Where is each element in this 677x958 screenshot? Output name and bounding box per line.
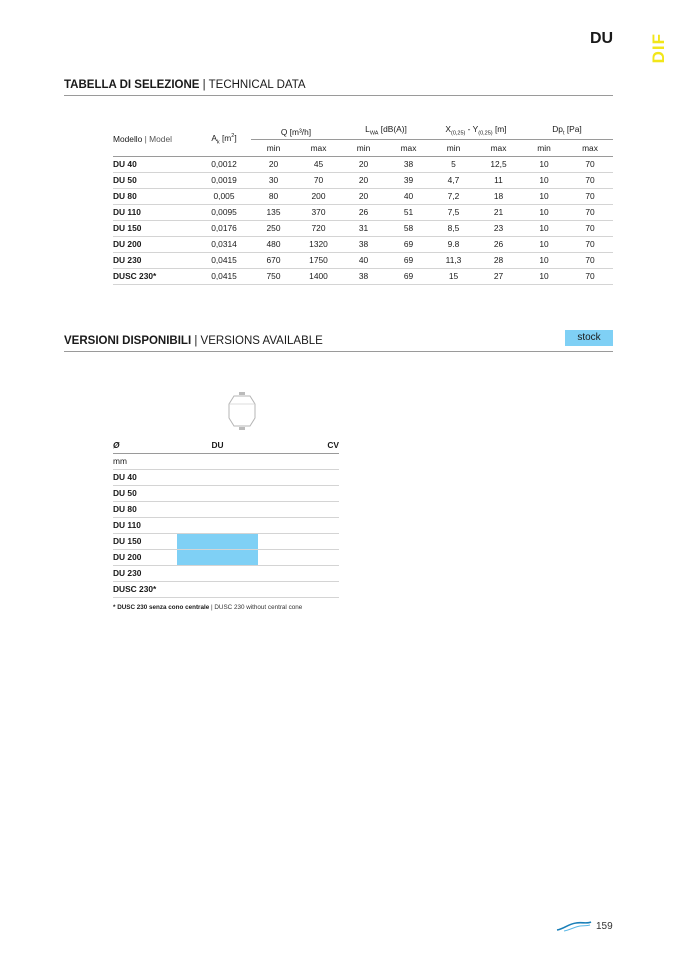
ak-cell: 0,0019 (197, 172, 251, 188)
version-model-cell: DU 110 (113, 517, 177, 533)
q-min-cell: 250 (251, 220, 296, 236)
throw-min-cell: 5 (431, 156, 476, 172)
version-cv-cell (258, 501, 339, 517)
version-cv-cell (258, 469, 339, 485)
version-cv-cell (258, 485, 339, 501)
dp-min-cell: 10 (521, 188, 567, 204)
version-cv-cell (258, 581, 339, 597)
versions-section-title (64, 335, 323, 347)
diffuser-icon (226, 390, 258, 432)
footnote: * DUSC 230 senza cono centrale | DUSC 230 without central cone (113, 604, 303, 611)
ak-cell: 0,0314 (197, 236, 251, 252)
diameter-header: Ø (113, 437, 177, 453)
model-cell: DU 200 (113, 236, 197, 252)
lwa-max-cell: 40 (386, 188, 431, 204)
dp-min-header: min (521, 139, 567, 156)
version-du-cell (177, 565, 258, 581)
page-number: 159 (596, 921, 613, 932)
lwa-min-cell: 38 (341, 268, 386, 284)
throw-min-cell: 7,2 (431, 188, 476, 204)
q-min-cell: 670 (251, 252, 296, 268)
version-du-cell (177, 501, 258, 517)
q-max-header: max (296, 139, 341, 156)
model-cell: DU 80 (113, 188, 197, 204)
ak-cell: 0,0415 (197, 252, 251, 268)
versions-title-bold: VERSIONI DISPONIBILI (64, 335, 192, 347)
throw-min-cell: 9.8 (431, 236, 476, 252)
version-cv-cell (258, 533, 339, 549)
q-max-cell: 370 (296, 204, 341, 220)
technical-section-title (64, 79, 306, 91)
q-max-cell: 45 (296, 156, 341, 172)
lwa-max-cell: 58 (386, 220, 431, 236)
dp-min-cell: 10 (521, 204, 567, 220)
version-cv-cell (258, 565, 339, 581)
table-row (113, 172, 613, 188)
q-max-cell: 1400 (296, 268, 341, 284)
versions-table (113, 437, 339, 598)
lwa-min-cell: 31 (341, 220, 386, 236)
version-cv-cell (258, 549, 339, 565)
versions-title-rest: | VERSIONS AVAILABLE (191, 335, 323, 347)
throw-max-cell: 11 (476, 172, 521, 188)
version-row (113, 501, 339, 517)
table-row (113, 252, 613, 268)
wave-logo-icon (556, 920, 592, 932)
dp-max-cell: 70 (567, 268, 613, 284)
model-cell: DU 230 (113, 252, 197, 268)
page-code: DU (590, 30, 614, 47)
q-min-cell: 80 (251, 188, 296, 204)
ak-cell: 0,005 (197, 188, 251, 204)
technical-title-rest: | TECHNICAL DATA (199, 79, 306, 91)
dp-max-cell: 70 (567, 172, 613, 188)
q-min-cell: 30 (251, 172, 296, 188)
lwa-min-cell: 26 (341, 204, 386, 220)
model-cell: DU 40 (113, 156, 197, 172)
lwa-min-cell: 20 (341, 156, 386, 172)
lwa-max-cell: 51 (386, 204, 431, 220)
unit-du-cell (177, 453, 258, 469)
versions-rule (64, 351, 613, 352)
model-cell: DU 150 (113, 220, 197, 236)
throw-max-cell: 27 (476, 268, 521, 284)
table-row (113, 156, 613, 172)
version-row (113, 565, 339, 581)
ak-cell: 0,0095 (197, 204, 251, 220)
q-max-cell: 1320 (296, 236, 341, 252)
model-header: Modello | Model (113, 124, 197, 156)
throw-min-cell: 11,3 (431, 252, 476, 268)
ak-cell: 0,0176 (197, 220, 251, 236)
version-model-cell: DU 40 (113, 469, 177, 485)
q-min-cell: 480 (251, 236, 296, 252)
technical-title-bold: TABELLA DI SELEZIONE (64, 79, 200, 91)
q-min-cell: 135 (251, 204, 296, 220)
dp-max-cell: 70 (567, 252, 613, 268)
q-max-cell: 70 (296, 172, 341, 188)
lwa-max-header: max (386, 139, 431, 156)
lwa-max-cell: 38 (386, 156, 431, 172)
dp-max-cell: 70 (567, 236, 613, 252)
version-row (113, 533, 339, 549)
lwa-min-cell: 38 (341, 236, 386, 252)
model-cell: DUSC 230* (113, 268, 197, 284)
version-model-cell: DU 80 (113, 501, 177, 517)
q-min-header: min (251, 139, 296, 156)
du-header: DU (177, 437, 258, 453)
version-du-cell (177, 517, 258, 533)
dp-min-cell: 10 (521, 268, 567, 284)
dp-max-cell: 70 (567, 204, 613, 220)
dp-min-cell: 10 (521, 156, 567, 172)
q-min-cell: 20 (251, 156, 296, 172)
throw-max-cell: 28 (476, 252, 521, 268)
version-model-cell: DU 230 (113, 565, 177, 581)
q-min-cell: 750 (251, 268, 296, 284)
dp-min-cell: 10 (521, 220, 567, 236)
table-row (113, 236, 613, 252)
cv-header: CV (258, 437, 339, 453)
throw-min-cell: 15 (431, 268, 476, 284)
version-row (113, 581, 339, 597)
lwa-max-cell: 69 (386, 268, 431, 284)
dp-max-header: max (567, 139, 613, 156)
unit-cv-cell (258, 453, 339, 469)
dp-header: $Dp_t$ [Pa] (521, 124, 613, 139)
version-row (113, 517, 339, 533)
throw-max-cell: 23 (476, 220, 521, 236)
version-model-cell: DU 200 (113, 549, 177, 565)
version-du-cell (177, 581, 258, 597)
technical-rule (64, 95, 613, 96)
table-row (113, 220, 613, 236)
throw-header: $X_{(0,25)} - Y_{(0,25)}$ [m] (431, 124, 521, 139)
throw-min-cell: 7,5 (431, 204, 476, 220)
stock-badge: stock (565, 330, 613, 346)
throw-max-header: max (476, 139, 521, 156)
lwa-min-header: min (341, 139, 386, 156)
table-row (113, 268, 613, 284)
table-row (113, 204, 613, 220)
lwa-max-cell: 69 (386, 236, 431, 252)
lwa-max-cell: 39 (386, 172, 431, 188)
ak-header: $A_k$ $[m^2]$ (197, 124, 251, 156)
throw-max-cell: 12,5 (476, 156, 521, 172)
q-header: Q [m³/h] (251, 124, 341, 139)
throw-max-cell: 21 (476, 204, 521, 220)
versions-unit-row (113, 453, 339, 469)
version-model-cell: DU 150 (113, 533, 177, 549)
model-cell: DU 50 (113, 172, 197, 188)
throw-min-cell: 4,7 (431, 172, 476, 188)
version-du-cell (177, 549, 258, 565)
table-header-row (113, 124, 613, 139)
q-max-cell: 1750 (296, 252, 341, 268)
model-cell: DU 110 (113, 204, 197, 220)
throw-max-cell: 18 (476, 188, 521, 204)
dp-max-cell: 70 (567, 220, 613, 236)
dp-max-cell: 70 (567, 188, 613, 204)
version-du-cell (177, 533, 258, 549)
lwa-max-cell: 69 (386, 252, 431, 268)
version-model-cell: DU 50 (113, 485, 177, 501)
dp-min-cell: 10 (521, 172, 567, 188)
throw-min-cell: 8,5 (431, 220, 476, 236)
table-row (113, 188, 613, 204)
dp-min-cell: 10 (521, 252, 567, 268)
ak-cell: 0,0012 (197, 156, 251, 172)
ak-cell: 0,0415 (197, 268, 251, 284)
version-du-cell (177, 485, 258, 501)
unit-cell: mm (113, 453, 177, 469)
lwa-min-cell: 40 (341, 252, 386, 268)
version-du-cell (177, 469, 258, 485)
version-row (113, 485, 339, 501)
dp-min-cell: 10 (521, 236, 567, 252)
version-cv-cell (258, 517, 339, 533)
lwa-min-cell: 20 (341, 172, 386, 188)
side-tab: DIF (649, 33, 668, 64)
version-row (113, 549, 339, 565)
throw-max-cell: 26 (476, 236, 521, 252)
version-model-cell: DUSC 230* (113, 581, 177, 597)
technical-data-table (113, 124, 613, 285)
throw-min-header: min (431, 139, 476, 156)
versions-header-row (113, 437, 339, 453)
version-row (113, 469, 339, 485)
lwa-min-cell: 20 (341, 188, 386, 204)
q-max-cell: 720 (296, 220, 341, 236)
q-max-cell: 200 (296, 188, 341, 204)
lwa-header: $L_{WA}$ [dB(A)] (341, 124, 431, 139)
dp-max-cell: 70 (567, 156, 613, 172)
